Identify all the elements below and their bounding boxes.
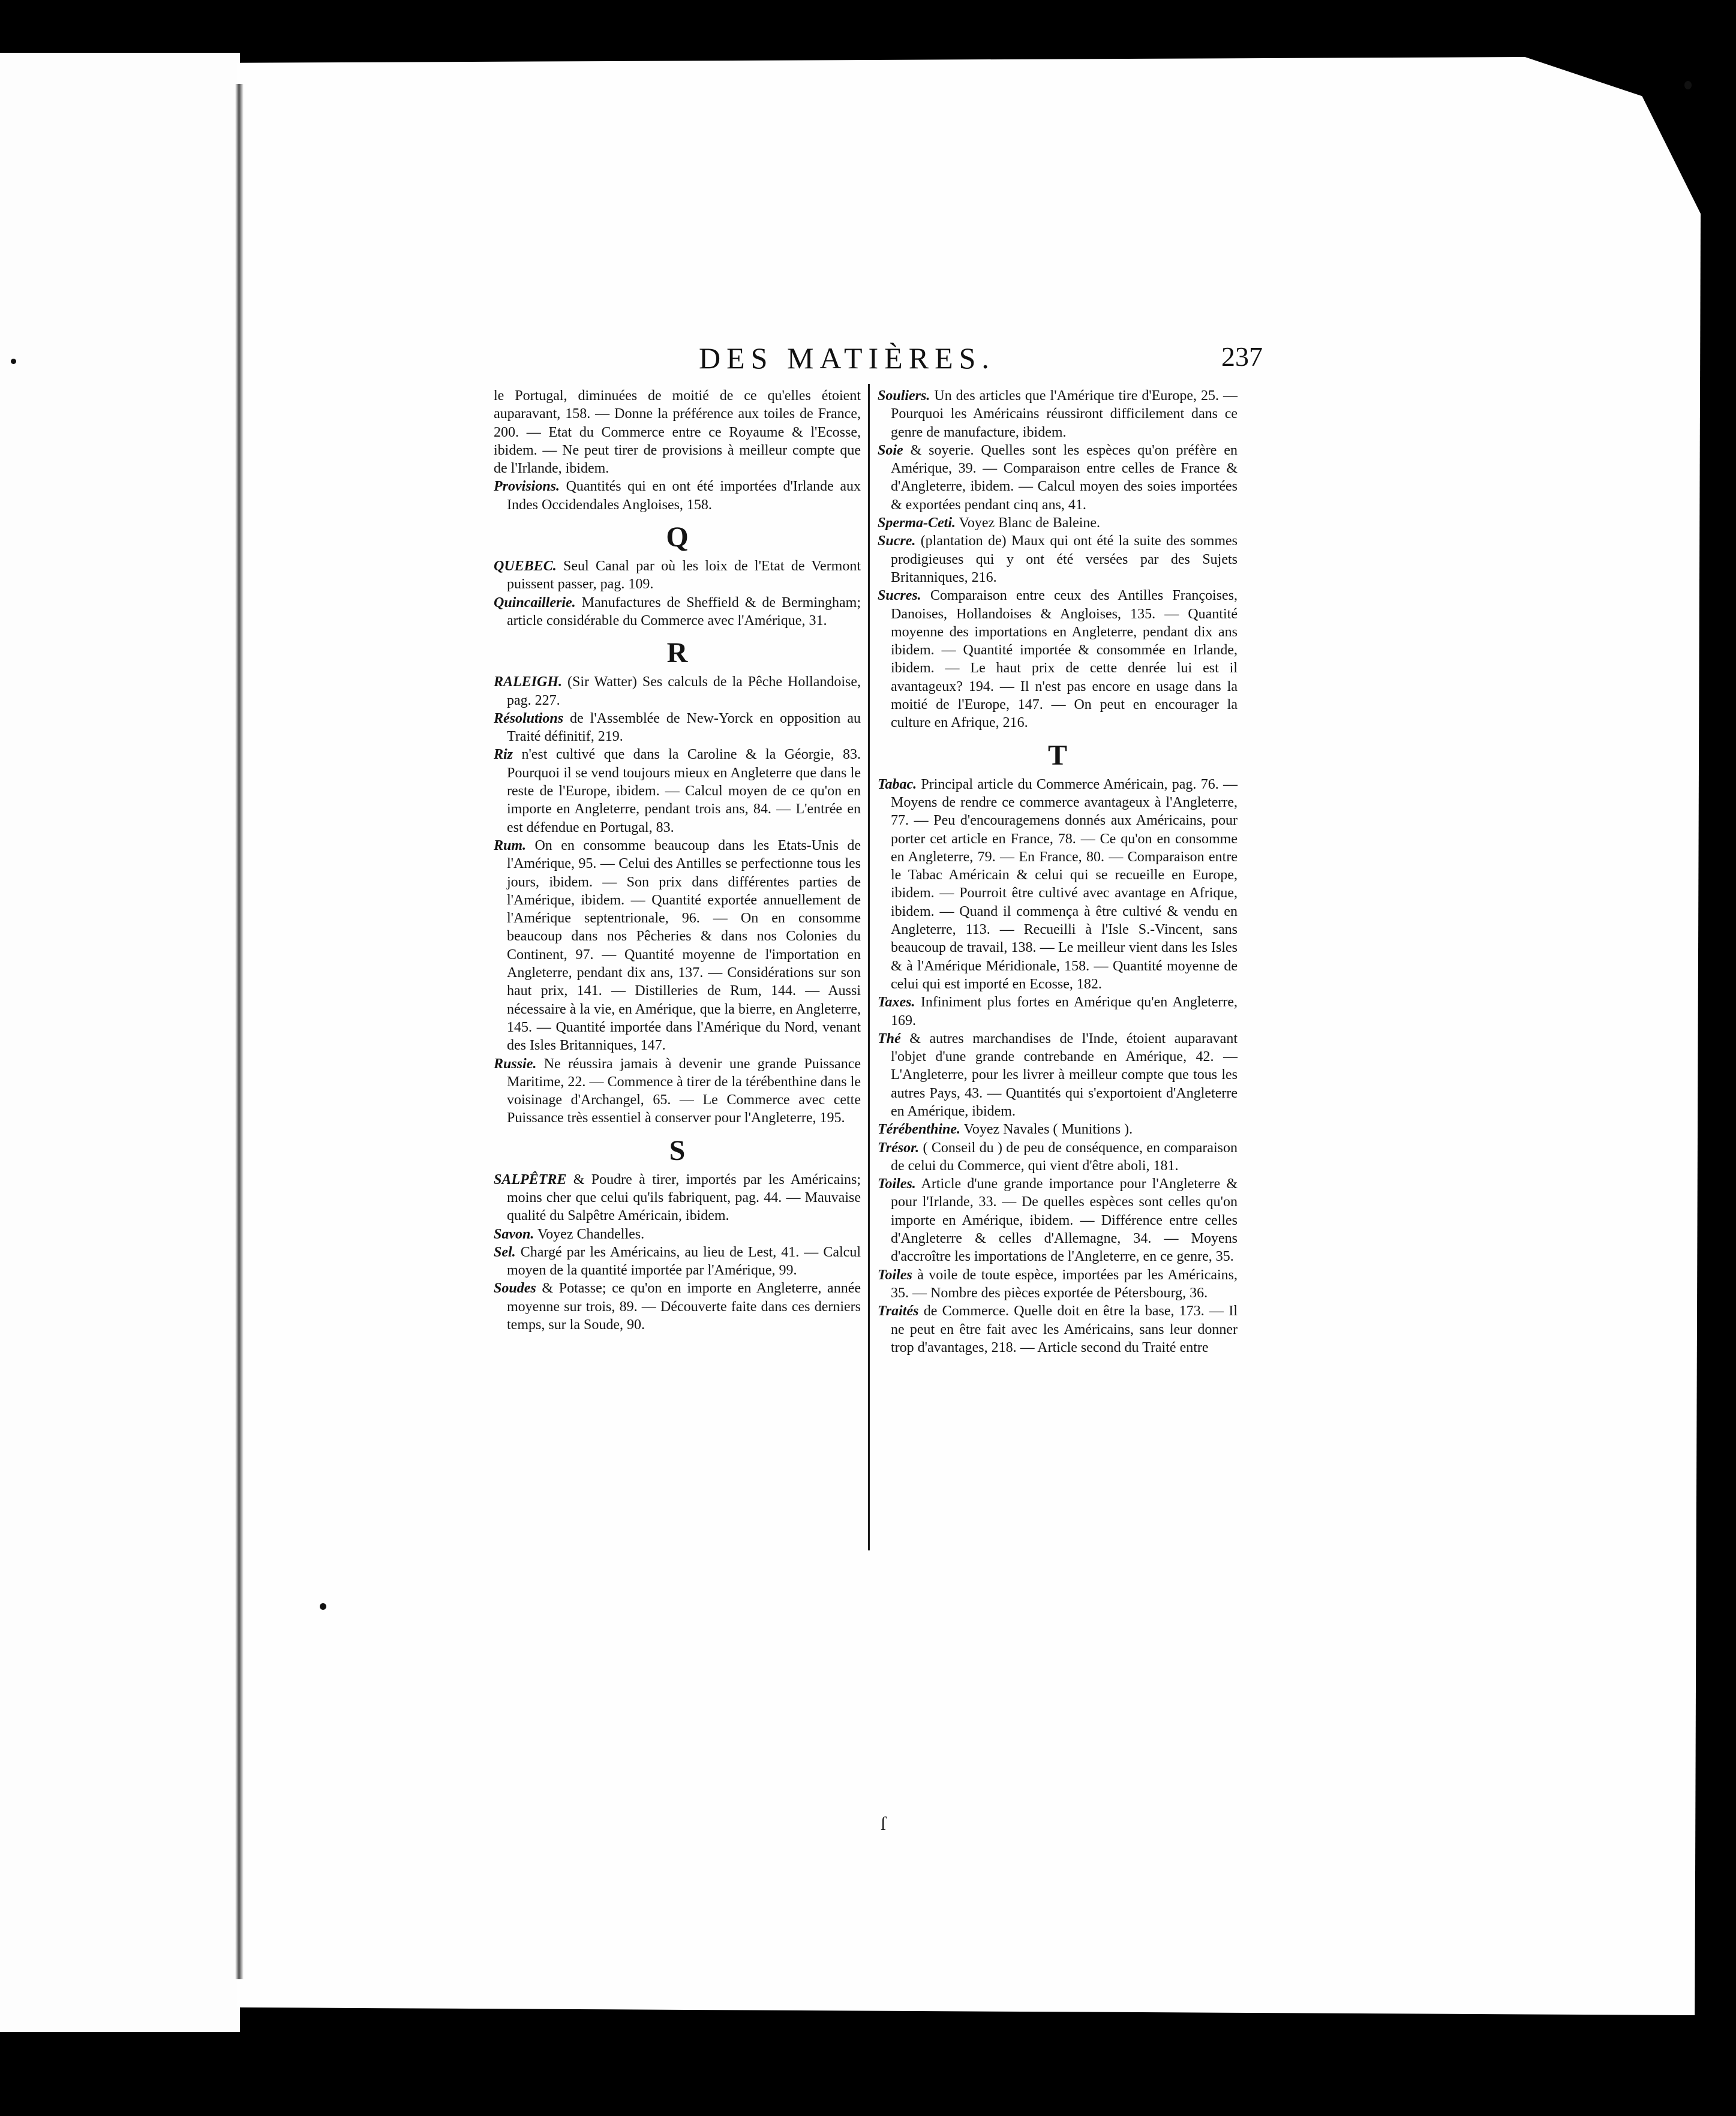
- index-entry: [878, 441, 1238, 514]
- index-entry: [494, 710, 861, 746]
- index-entry-term: Savon.: [494, 1226, 534, 1242]
- index-entry: [878, 1139, 1238, 1176]
- index-column-left: [494, 387, 861, 1334]
- index-entry: [878, 1030, 1238, 1120]
- index-entry: [494, 673, 861, 710]
- page-gutter-shadow: [235, 84, 244, 1979]
- facing-page-edge: [0, 53, 240, 2032]
- index-entry-text: (Sir Watter) Ses calculs de la Pêche Hollandoise, pag. 227.: [507, 674, 861, 708]
- index-entry-continuation: [494, 387, 861, 477]
- index-entry-text: Seul Canal par où les loix de l'Etat de Vermont puissent passer, pag. 109.: [507, 558, 861, 593]
- page-number: 237: [1221, 341, 1263, 372]
- index-entry-term: Trésor.: [878, 1140, 920, 1156]
- index-entry-term: Soudes: [494, 1281, 536, 1297]
- index-entry-text: ( Conseil du ) de peu de conséquence, en comparaison de celui du Commerce, qui vient d'être aboli, 181.: [891, 1140, 1238, 1174]
- index-entry: [878, 1266, 1238, 1303]
- index-entry: [878, 387, 1238, 441]
- index-entry: [878, 1120, 1238, 1138]
- index-entry-text: & autres marchandises de l'Inde, étoient auparavant l'objet d'une grande contrebande en Amérique, 42. — L'Angleterre, pour les livrer à meilleur compte que tous les autres Pays, 43. — Quantités qui s'exportoient d'Angleterre en Amérique, ibidem.: [891, 1030, 1238, 1119]
- index-entry: [494, 1171, 861, 1225]
- index-entry-term: Souliers.: [878, 388, 930, 404]
- index-column-right: [878, 387, 1238, 1357]
- index-entry-term: Russie.: [494, 1056, 537, 1072]
- index-entry-text: de l'Assemblée de New-Yorck en opposition au Traité définitif, 219.: [507, 710, 861, 745]
- stray-ink-mark: ſ: [881, 1813, 886, 1834]
- index-entry-term: Sperma-Ceti.: [878, 515, 956, 531]
- index-entry-term: Quincaillerie.: [494, 594, 576, 611]
- index-entry-text: Un des articles que l'Amérique tire d'Europe, 25. — Pourquoi les Américains réussiront difficilement dans ce genre de manufacture, ibidem.: [891, 388, 1238, 440]
- letter-heading-t: T: [1047, 739, 1067, 771]
- index-entry: [878, 776, 1238, 994]
- index-entry-text: Manufactures de Sheffield & de Bermingham; article considérable du Commerce avec l'Amérique, 31.: [507, 594, 861, 629]
- index-entry: [878, 1302, 1238, 1357]
- index-entry-term: Provisions.: [494, 479, 560, 495]
- index-entry-text: & soyerie. Quelles sont les espèces qu'on préfère en Amérique, 39. — Comparaison entre celles de France & d'Angleterre, ibidem. — Calcul moyen des soies importées & exportées pendant cinq ans, 41.: [891, 442, 1238, 513]
- index-entry-text: Voyez Chandelles.: [537, 1226, 645, 1242]
- index-entry-text: Infiniment plus fortes en Amérique qu'en Angleterre, 169.: [891, 994, 1238, 1029]
- index-entry-text: le Portugal, diminuées de moitié de ce qu'elles étoient auparavant, 158. — Donne la préférence aux toiles de France, 200. — Etat du Commerce entre ce Royaume & l'Ecosse, ibidem. — Ne peut tirer de provisions à meilleur compte que de l'Irlande, ibidem.: [494, 388, 861, 477]
- index-entry-term: Sucres.: [878, 588, 921, 604]
- index-entry: [494, 1055, 861, 1128]
- index-entry: [494, 594, 861, 630]
- index-entry-text: Comparaison entre ceux des Antilles Françoises, Danoises, Hollandoises & Angloises, 135. — Quantité moyenne des importations en Angleterre, pendant dix ans ibidem. — Quantité importée & consommée en Irlande, ibidem. — Le haut prix de cette denrée lui est il avantageux? 194. — Il n'est pas encore en usage dans la moitié de l'Europe, 147. — On peut en encourager la culture en Afrique, 216.: [891, 588, 1238, 731]
- index-entry: [878, 1175, 1238, 1266]
- index-entry: [878, 532, 1238, 587]
- index-entry: [494, 1243, 861, 1280]
- index-entry: [494, 746, 861, 836]
- index-entry-term: RALEIGH.: [494, 674, 563, 690]
- index-entry-term: Térébenthine.: [878, 1122, 960, 1138]
- index-entry-term: Soie: [878, 442, 903, 458]
- ink-speck: [1684, 81, 1692, 89]
- index-entry: [494, 477, 861, 514]
- letter-heading-q: Q: [666, 521, 689, 554]
- index-entry-text: On en consomme beaucoup dans les Etats-Unis de l'Amérique, 95. — Celui des Antilles se perfectionne tous les jours, ibidem. — Son prix dans différentes parties de l'Amérique, ibidem. — Quantité exportée annuellement de l'Amérique septentrionale, 96. — On en consomme beaucoup dans nos Pêcheries & dans nos Colonies du Continent, 97. — Quantité moyenne de l'importation en Angleterre, pendant dix ans, 137. — Considérations sur son haut prix, 141. — Distilleries de Rum, 144. — Aussi nécessaire à la vie, en Amérique, que la bierre, en Angleterre, 145. — Quantité importée dans l'Amérique du Nord, venant des Isles Britanniques, 147.: [507, 837, 861, 1054]
- index-entry-term: Toiles.: [878, 1176, 916, 1192]
- index-entry-term: Riz: [494, 747, 513, 763]
- index-entry-term: Sucre.: [878, 533, 916, 549]
- index-entry-term: Résolutions: [494, 710, 564, 726]
- index-entry-term: QUEBEC.: [494, 558, 557, 575]
- index-entry-term: Thé: [878, 1030, 901, 1047]
- column-divider: [868, 384, 870, 1550]
- index-entry-term: Traités: [878, 1303, 919, 1320]
- index-entry-text: Article d'une grande importance pour l'Angleterre & pour l'Irlande, 33. — De quelles espèces sont celles qu'on importe en Amérique, ibidem. — Différence entre celles d'Angleterre & celles d'Allemagne, 34. — Moyens d'accroître les importations de l'Angleterre, en ce genre, 35.: [891, 1176, 1238, 1265]
- index-entry: [494, 1225, 861, 1243]
- index-entry: [494, 1279, 861, 1334]
- index-entry-text: n'est cultivé que dans la Caroline & la Géorgie, 83. Pourquoi il se vend toujours mieux en Angleterre que dans le reste de l'Europe, ibidem. — Calcul moyen de ce qu'on en importe en Angleterre, pendant trois ans, 84. — L'entrée en est défendue en Portugal, 83.: [507, 747, 861, 835]
- letter-heading-r: R: [666, 637, 688, 669]
- letter-heading-s: S: [669, 1134, 686, 1167]
- index-entry-term: Rum.: [494, 837, 527, 853]
- index-entry-text: & Potasse; ce qu'on en importe en Angleterre, année moyenne sur trois, 89. — Découverte faite dans ces derniers temps, sur la Soude, 90.: [507, 1281, 861, 1333]
- index-entry-text: Quantités qui en ont été importées d'Irlande aux Indes Occidendales Angloises, 158.: [507, 479, 861, 513]
- running-head: [699, 341, 1263, 377]
- index-entry-text: & Poudre à tirer, importés par les Américains; moins cher que celui qu'ils fabriquent, pag. 44. — Mauvaise qualité du Salpêtre Américain, ibidem.: [507, 1171, 861, 1224]
- index-entry-text: Ne réussira jamais à devenir une grande Puissance Maritime, 22. — Commence à tirer de la térébenthine dans le voisinage d'Archangel, 65. — Le Commerce avec cette Puissance très essentiel à conserver pour l'Angleterre, 195.: [507, 1056, 861, 1126]
- index-entry-text: Principal article du Commerce Américain, pag. 76. — Moyens de rendre ce commerce avantageux à l'Angleterre, 77. — Peu d'encouragemens donnés aux Américains, pour porter cet article en France, 78. — Ce qu'on en consomme en Angleterre, 79. — En France, 80. — Comparaison entre le Tabac Américain & celui qui se recueille en Europe, ibidem. — Pourroit être cultivé avec avantage en Afrique, ibidem. — Quand il commença à être cultivé & vendu en Angleterre, 113. — Recueilli à l'Isle S.-Vincent, sans beaucoup de travail, 138. — Le meilleur vient dans les Isles & à l'Amérique Méridionale, 158. — Quantité moyenne de celui qui est importé en Ecosse, 182.: [891, 776, 1238, 992]
- index-entry-term: SALPÊTRE: [494, 1171, 567, 1188]
- index-entry: [494, 837, 861, 1055]
- ink-speck: [11, 359, 16, 364]
- index-entry-text: Voyez Blanc de Baleine.: [959, 515, 1101, 531]
- index-entry: [878, 514, 1238, 532]
- index-entry-text: de Commerce. Quelle doit en être la base, 173. — Il ne peut en être fait avec les Américains, sans leur donner trop d'avantages, 218. — Article second du Traité entre: [891, 1303, 1238, 1355]
- index-entry-text: (plantation de) Maux qui ont été la suite des sommes prodigieuses qui y ont été versées par des Sujets Britanniques, 216.: [891, 533, 1238, 585]
- index-entry-term: Taxes.: [878, 994, 915, 1011]
- index-entry-term: Toiles: [878, 1267, 912, 1283]
- index-entry: [494, 557, 861, 594]
- index-entry-term: Tabac.: [878, 776, 917, 792]
- ink-speck: [320, 1603, 326, 1610]
- index-entry: [878, 587, 1238, 732]
- index-entry-term: Sel.: [494, 1244, 516, 1260]
- running-head-title: DES MATIÈRES.: [699, 341, 995, 375]
- index-entry-text: Voyez Navales ( Munitions ).: [963, 1122, 1133, 1138]
- index-entry-text: Chargé par les Américains, au lieu de Lest, 41. — Calcul moyen de la quantité importée par l'Amérique, 99.: [507, 1244, 861, 1279]
- index-entry: [878, 993, 1238, 1030]
- index-entry-text: à voile de toute espèce, importées par les Américains, 35. — Nombre des pièces exportée de Pétersbourg, 36.: [891, 1267, 1238, 1301]
